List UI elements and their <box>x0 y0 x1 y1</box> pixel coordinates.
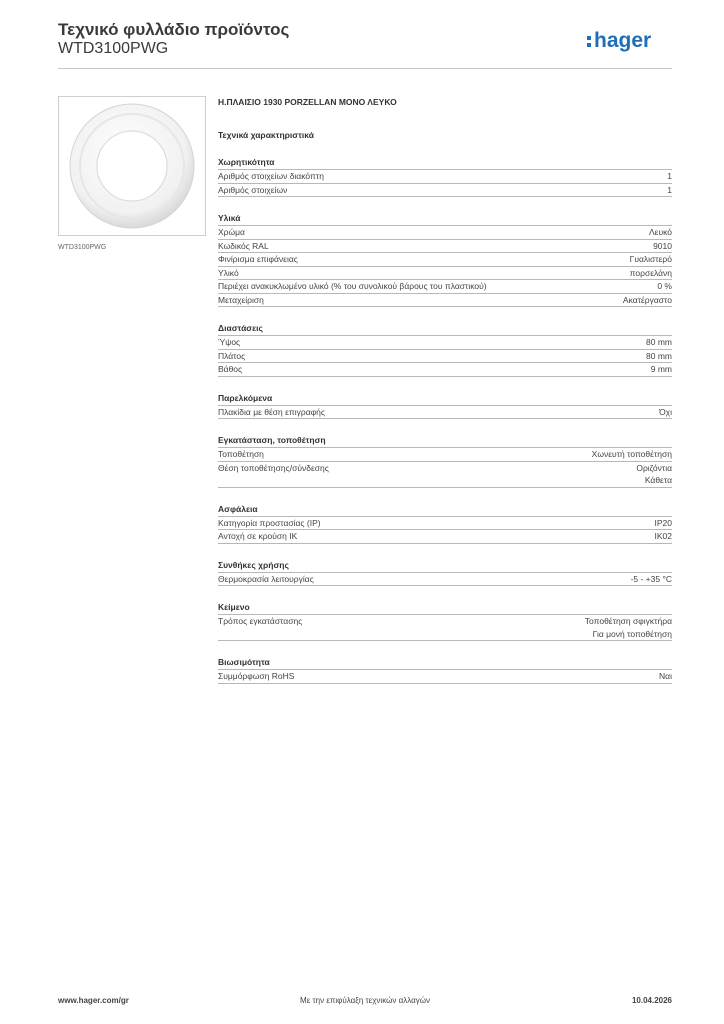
spec-row <box>218 336 672 350</box>
spec-section <box>218 558 672 587</box>
spec-label: Βάθος <box>218 364 243 374</box>
spec-row <box>218 517 672 531</box>
spec-value: Οριζόντια Κάθετα <box>636 462 672 485</box>
logo-wordmark: hager <box>594 29 652 52</box>
spec-row <box>218 294 672 308</box>
section-title: Χωρητικότητα <box>218 155 672 170</box>
product-image-caption: WTD3100PWG <box>58 244 107 251</box>
spec-value: 1 <box>667 184 672 195</box>
spec-section <box>218 321 672 377</box>
spec-sections <box>218 155 672 684</box>
spec-label: Αριθμός στοιχείων διακόπτη <box>218 171 324 181</box>
section-title: Διαστάσεις <box>218 321 672 336</box>
spec-label: Αριθμός στοιχείων <box>218 184 288 195</box>
spec-label: Θερμοκρασία λειτουργίας <box>218 573 314 584</box>
spec-section <box>218 391 672 420</box>
product-name: Η.ΠΛΑΙΣΙΟ 1930 PORZELLAN ΜΟΝΟ ΛΕΥΚΟ <box>218 97 397 107</box>
spec-label: Περιέχει ανακυκλωμένο υλικό (% του συνολικού βάρους του πλαστικού) <box>218 281 487 291</box>
spec-section <box>218 433 672 488</box>
spec-value: 9010 <box>653 240 672 251</box>
section-title: Ασφάλεια <box>218 502 672 517</box>
spec-row <box>218 462 672 488</box>
spec-section <box>218 655 672 684</box>
spec-row <box>218 226 672 240</box>
spec-label: Αντοχή σε κρούση IK <box>218 531 298 541</box>
spec-value: Χωνευτή τοποθέτηση <box>591 449 672 459</box>
spec-label: Πλάτος <box>218 350 246 361</box>
product-image <box>58 96 206 236</box>
spec-label: Θέση τοποθέτησης/σύνδεσης <box>218 462 329 473</box>
spec-row <box>218 615 672 641</box>
spec-value: -5 - +35 °C <box>630 573 672 584</box>
spec-row <box>218 573 672 587</box>
spec-value: 0 % <box>657 281 672 291</box>
spec-row <box>218 406 672 420</box>
footer-website: www.hager.com/gr <box>58 996 129 1005</box>
section-title: Συνθήκες χρήσης <box>218 558 672 573</box>
spec-label: Υλικό <box>218 267 239 278</box>
spec-heading: Τεχνικά χαρακτηριστικά <box>218 130 314 140</box>
spec-row <box>218 280 672 294</box>
spec-label: Πλακίδια με θέση επιγραφής <box>218 406 325 417</box>
footer-date: 10.04.2026 <box>631 996 672 1005</box>
section-title: Υλικά <box>218 211 672 226</box>
spec-section <box>218 211 672 307</box>
spec-label: Τοποθέτηση <box>218 449 264 459</box>
spec-content <box>218 96 672 684</box>
spec-value: 1 <box>667 171 672 181</box>
spec-row <box>218 530 672 544</box>
spec-section <box>218 600 672 641</box>
document-title: Τεχνικό φυλλάδιο προϊόντος <box>58 20 290 39</box>
spec-value: 80 mm <box>646 350 672 361</box>
spec-value: Γυαλιστερό <box>629 254 672 264</box>
spec-label: Τρόπος εγκατάστασης <box>218 616 303 626</box>
spec-value: Όχι <box>659 406 672 417</box>
spec-label: Ύψος <box>218 337 241 347</box>
spec-section <box>218 502 672 544</box>
spec-row <box>218 184 672 198</box>
spec-value: Λευκό <box>649 227 672 237</box>
spec-value: πορσελάνη <box>629 267 672 278</box>
spec-row <box>218 448 672 462</box>
spec-section <box>218 155 672 197</box>
spec-row <box>218 363 672 377</box>
spec-value: Τοποθέτηση σφιγκτήρα Για μονή τοποθέτηση <box>584 616 672 639</box>
spec-value: Ακατέργαστο <box>622 294 672 305</box>
spec-row <box>218 253 672 267</box>
spec-label: Φινίρισμα επιφάνειας <box>218 254 298 264</box>
spec-row <box>218 170 672 184</box>
round-frame-icon <box>59 97 205 235</box>
spec-row <box>218 240 672 254</box>
spec-label: Χρώμα <box>218 227 245 237</box>
section-title: Βιωσιμότητα <box>218 655 672 670</box>
spec-value: Ναι <box>659 671 672 681</box>
spec-row <box>218 267 672 281</box>
section-title: Εγκατάσταση, τοποθέτηση <box>218 433 672 448</box>
section-title: Κείμενο <box>218 600 672 615</box>
spec-value: IK02 <box>654 531 672 541</box>
spec-row <box>218 350 672 364</box>
spec-label: Μεταχείριση <box>218 294 264 305</box>
spec-label: Κωδικός RAL <box>218 240 269 251</box>
spec-label: Κατηγορία προστασίας (IP) <box>218 517 321 528</box>
hager-logo <box>586 28 672 59</box>
hager-logo-icon <box>586 28 672 54</box>
spec-row <box>218 670 672 684</box>
page-footer <box>58 996 672 1010</box>
spec-value: 80 mm <box>646 337 672 347</box>
header-divider <box>58 68 672 69</box>
spec-label: Συμμόρφωση RoHS <box>218 671 295 681</box>
page-header <box>58 20 672 68</box>
spec-value: 9 mm <box>650 364 672 374</box>
footer-notice: Με την επιφύλαξη τεχνικών αλλαγών <box>300 996 430 1005</box>
section-title: Παρελκόμενα <box>218 391 672 406</box>
spec-value: IP20 <box>654 517 672 528</box>
product-code-heading: WTD3100PWG <box>58 40 169 57</box>
